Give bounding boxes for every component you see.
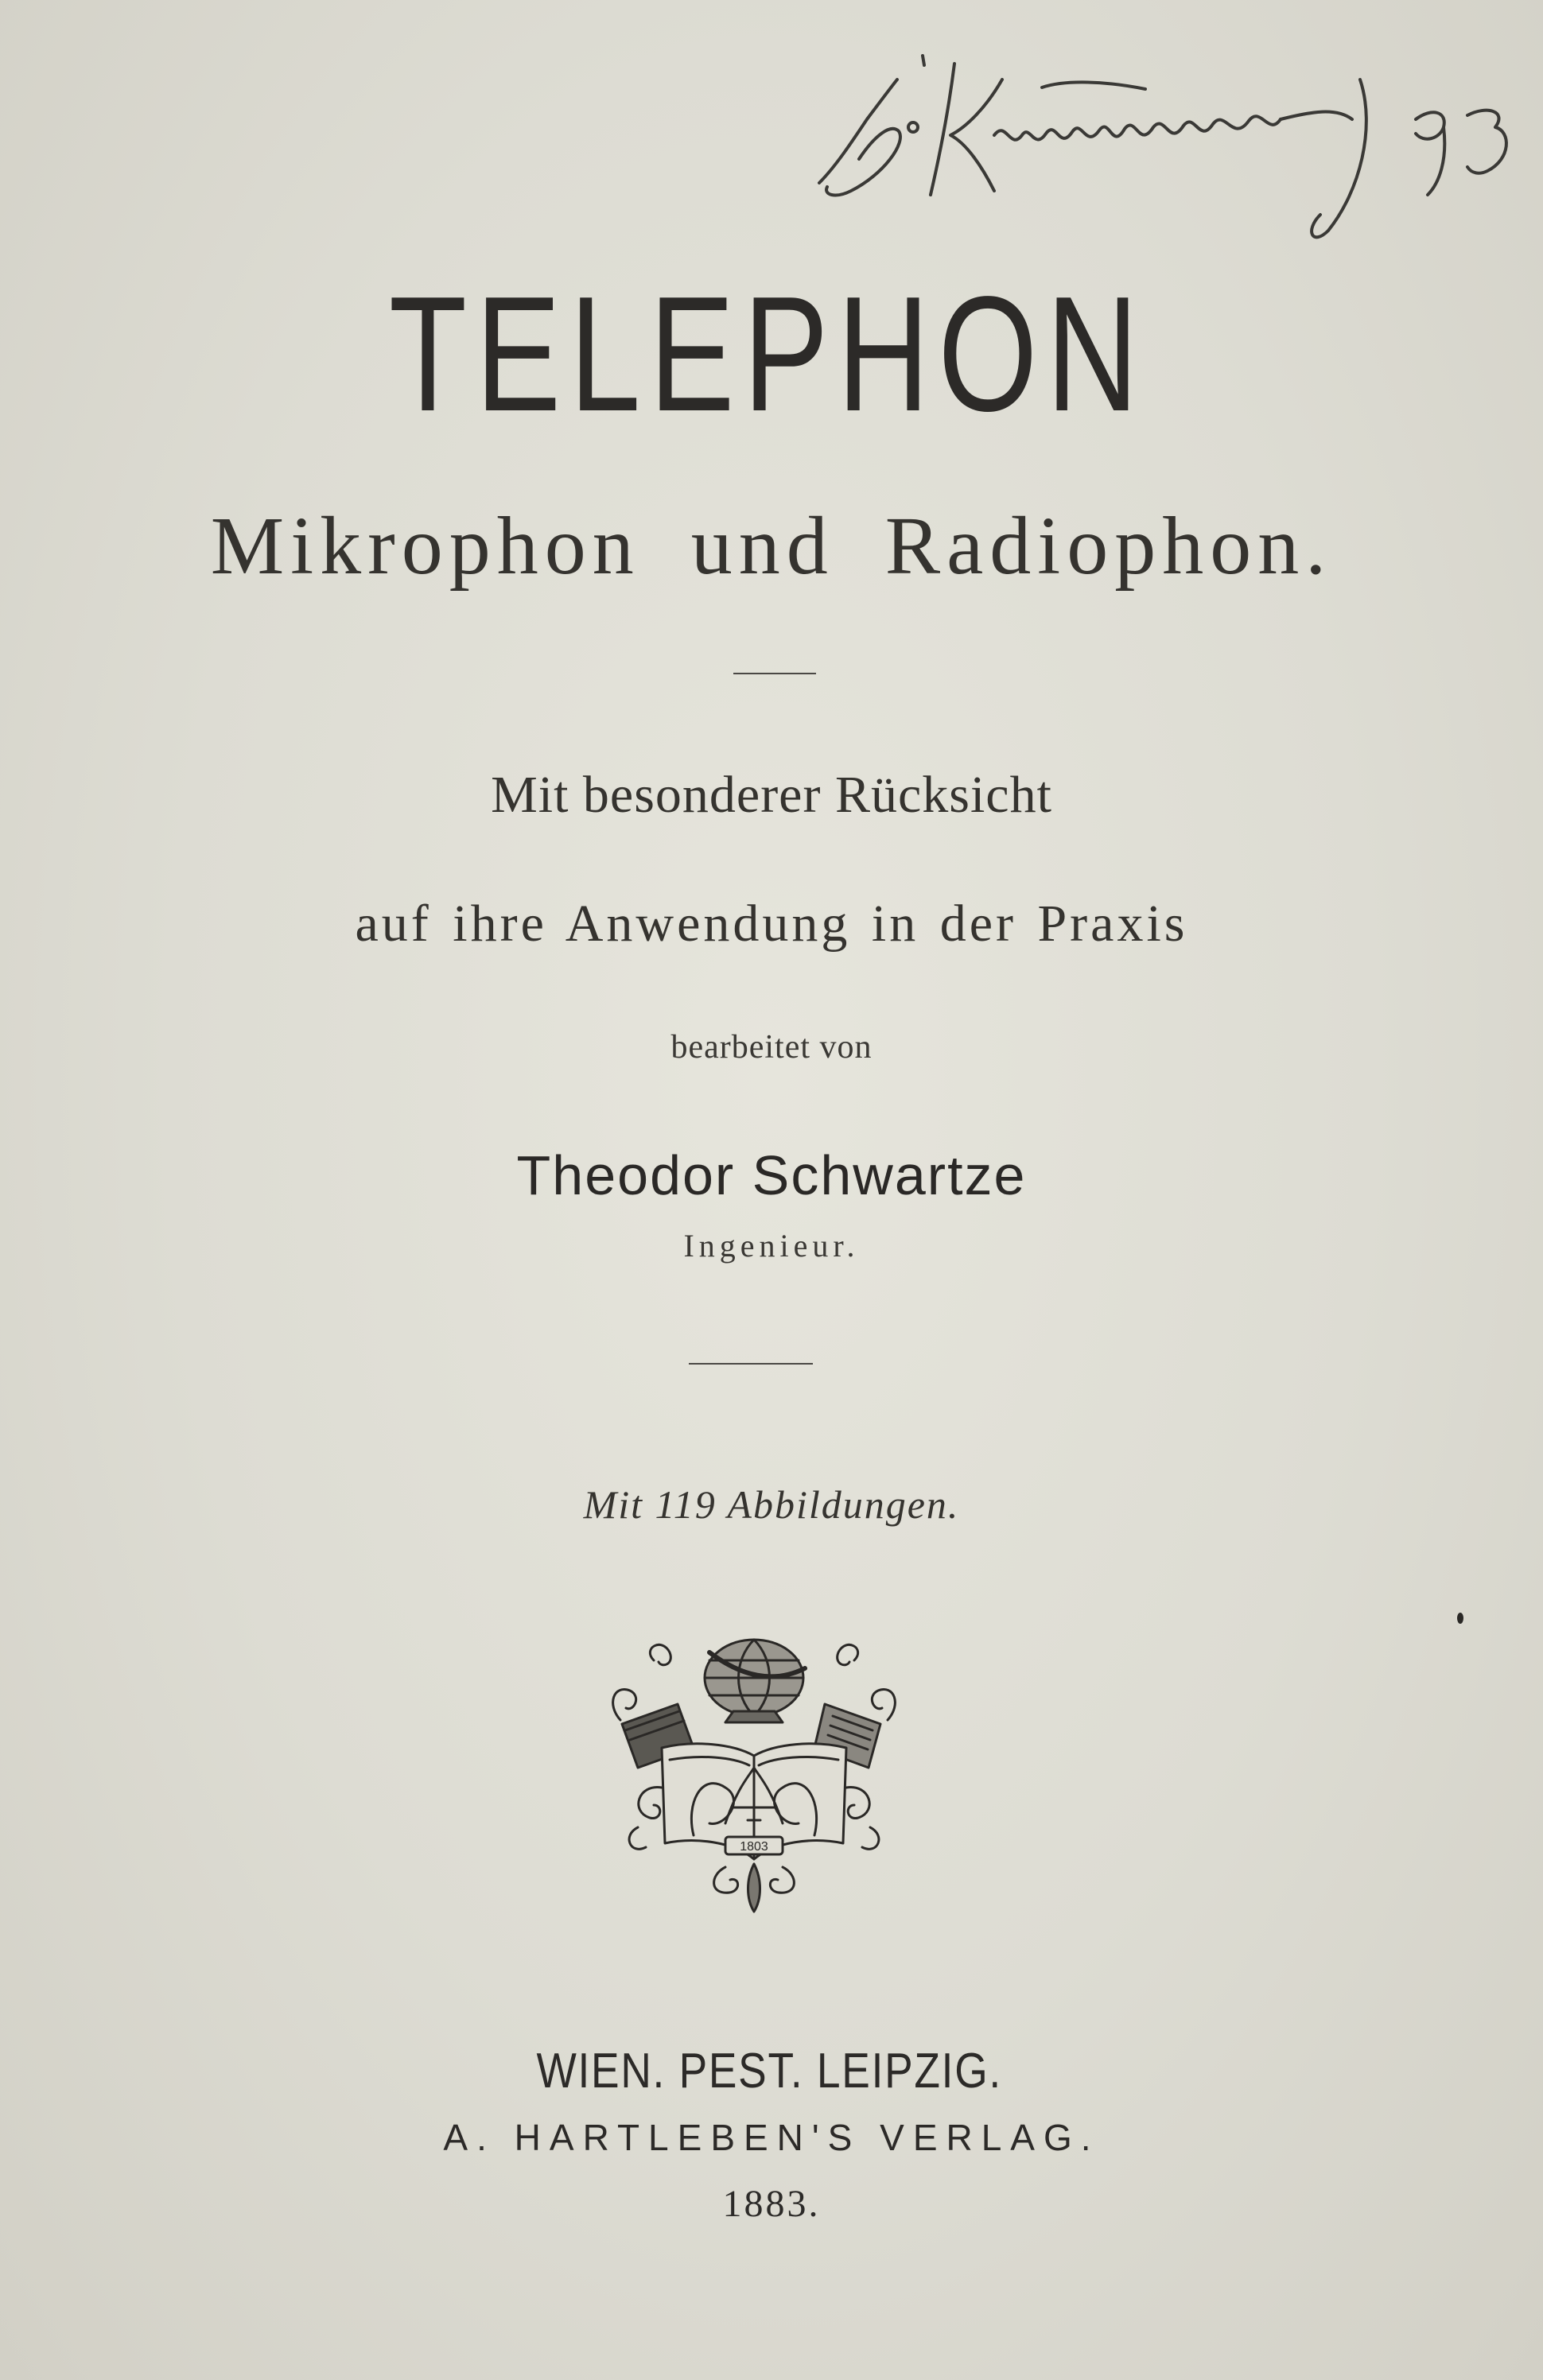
paper-speck [1457,1613,1463,1624]
author-name: Theodor Schwartze [516,1144,1027,1206]
imprint-year: 1883. [722,2183,821,2225]
author-profession: Ingenieur. [683,1228,860,1264]
divider-rule [689,1363,813,1365]
book-title: TELEPHON [388,262,1148,445]
illustrations-note: Mit 119 Abbildungen. [583,1482,960,1527]
tagline-line-2: auf ihre Anwendung in der Praxis [355,895,1188,953]
edited-by-label: bearbeitet von [670,1029,873,1066]
book-subtitle: Mikrophon und Radiophon. [210,500,1333,592]
imprint-cities: WIEN. PEST. LEIPZIG. [536,2044,1002,2099]
handwritten-signature [803,32,1535,270]
divider-rule [733,673,816,674]
imprint-publisher: A. HARTLEBEN'S VERLAG. [443,2117,1100,2158]
tagline-line-1: Mit besonderer Rücksicht [491,766,1052,824]
publisher-emblem-icon [606,1629,902,1923]
emblem-year: 1803 [740,1840,768,1854]
